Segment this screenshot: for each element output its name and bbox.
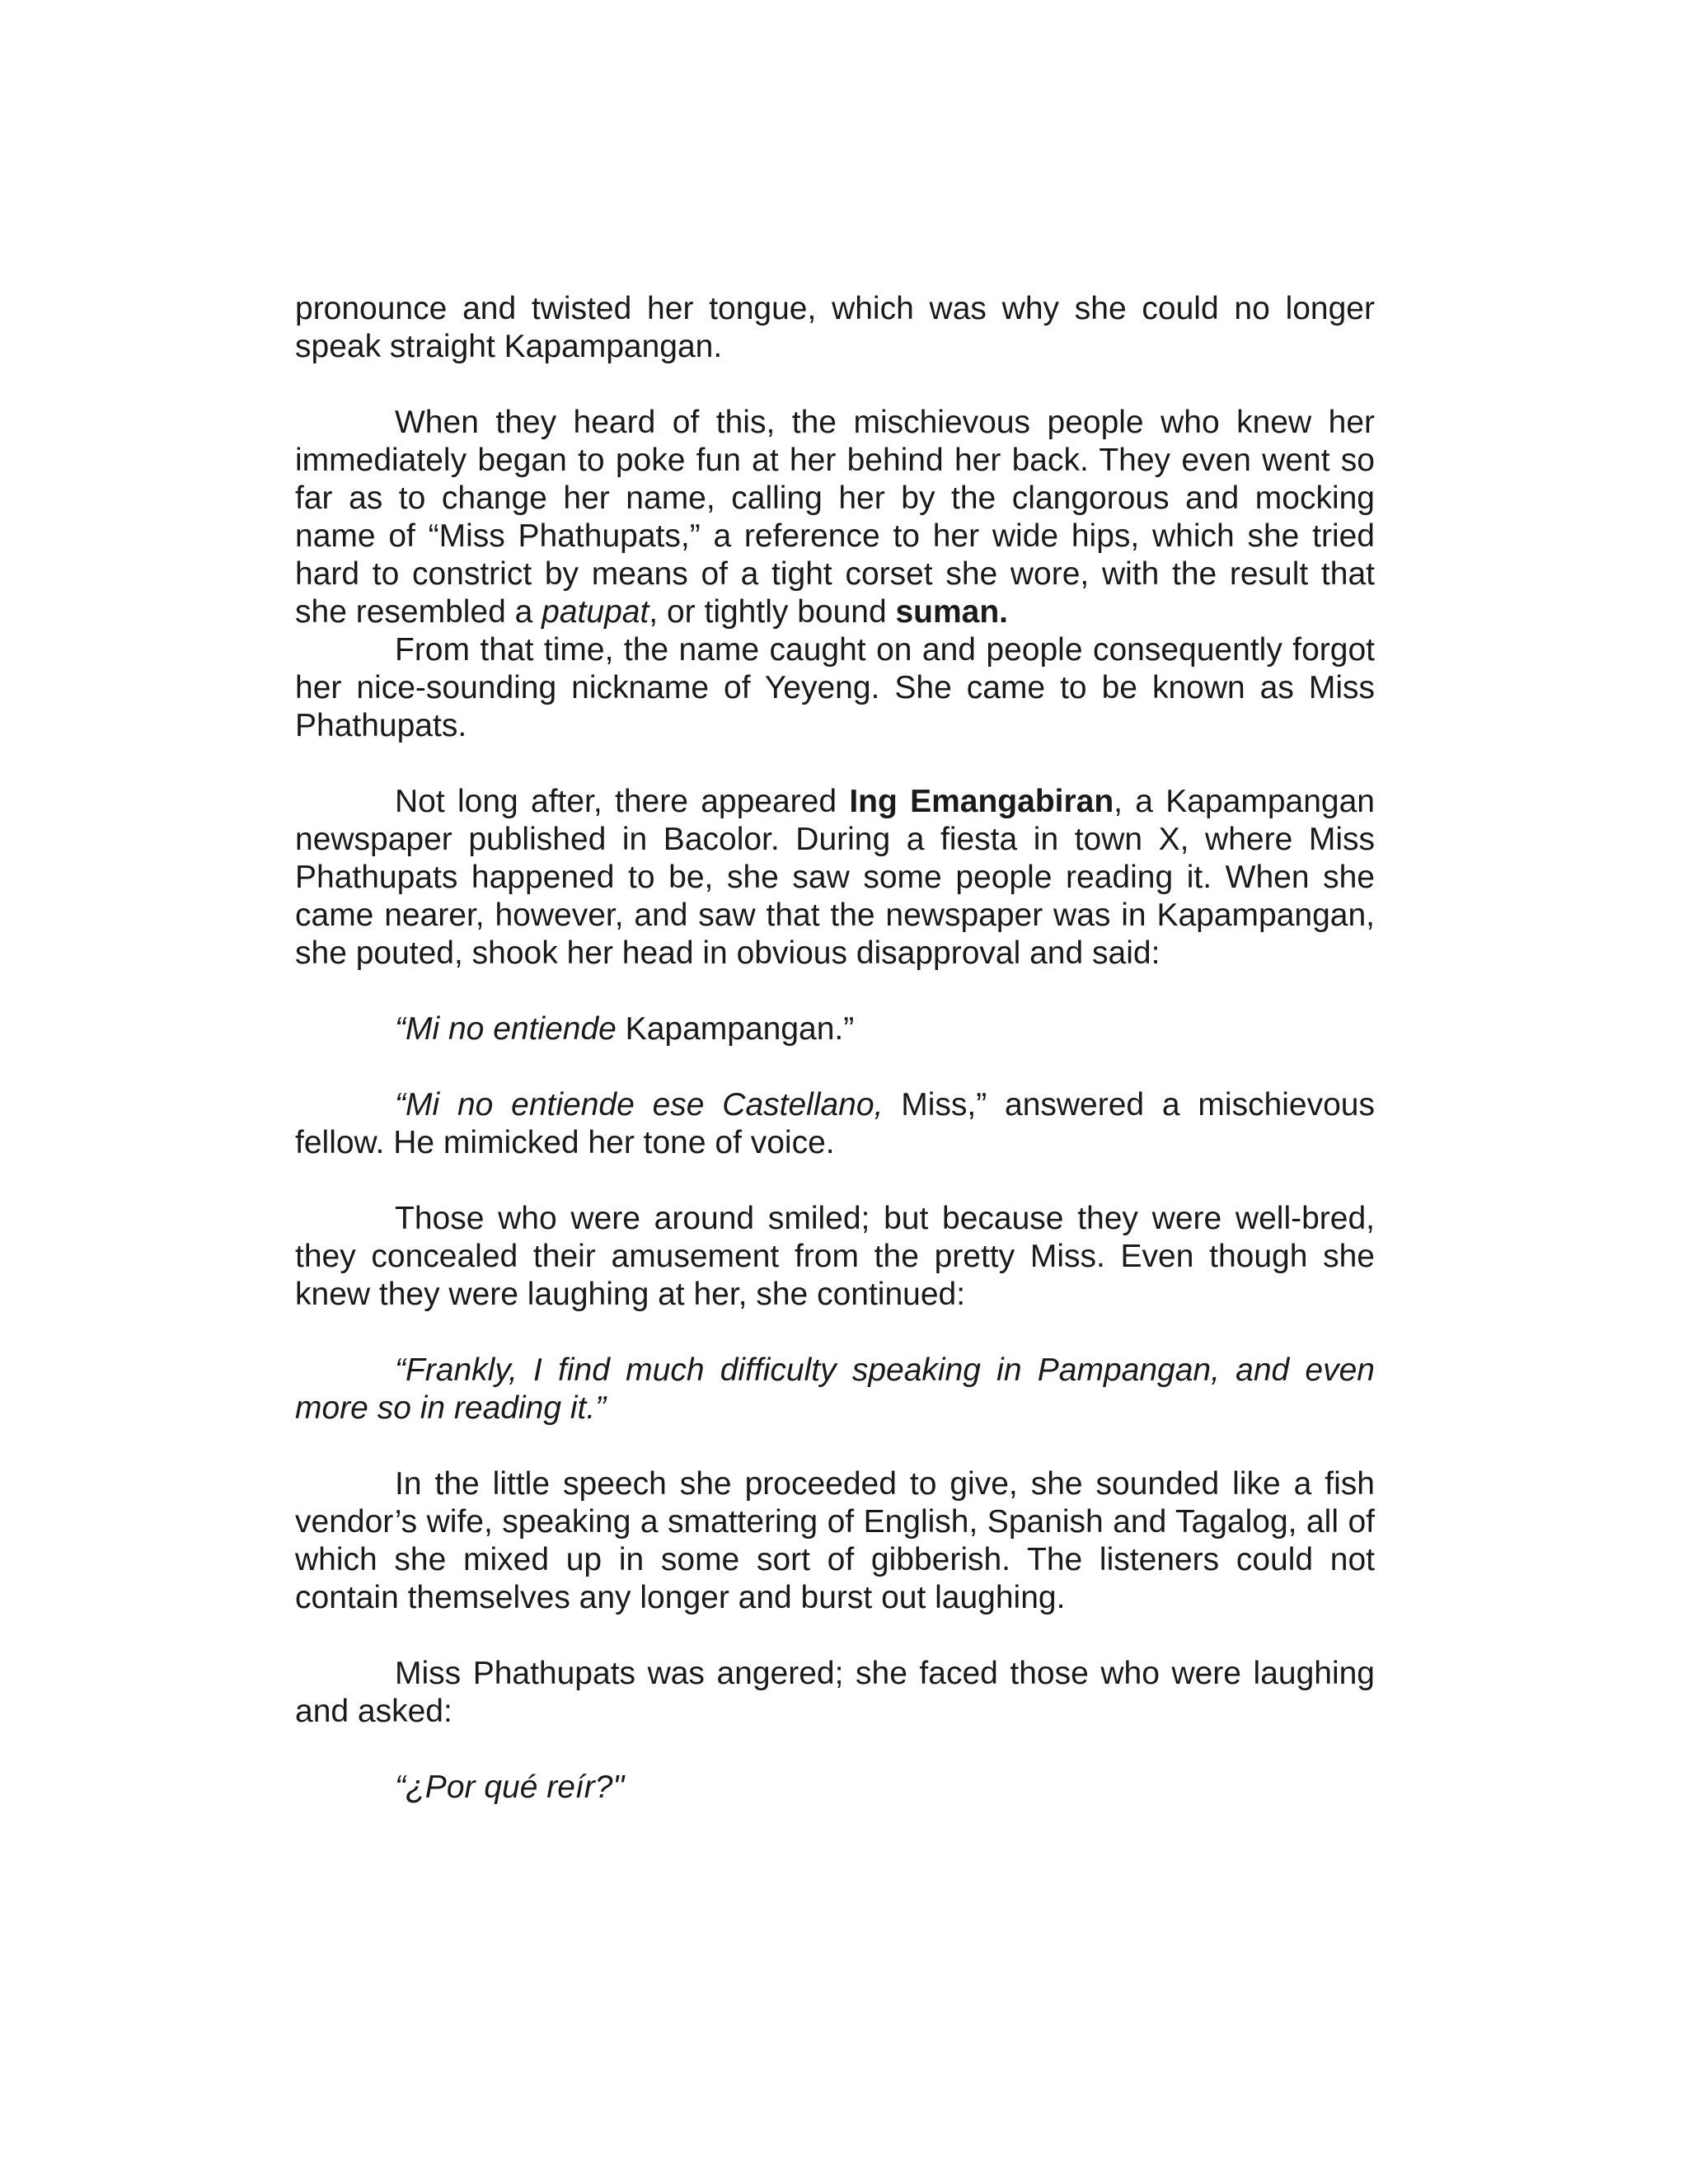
paragraph-5 <box>295 1010 1375 1048</box>
paragraph-3 <box>295 631 1375 745</box>
paragraph-11 <box>295 1769 1375 1807</box>
paragraph-6 <box>295 1086 1375 1162</box>
paragraph-9-text: In the little speech she proceeded to give, she sounded like a fish vendor’s wife, speaking a smattering of English, Spanish and Tagalog, all of which she mixed up in some sort of gibberish. The listeners could not contain themselves any longer and burst out laughing. <box>295 1466 1375 1615</box>
paragraph-1-text: pronounce and twisted her tongue, which was why she could no longer speak straight Kapampangan. <box>295 291 1375 364</box>
paragraph-4-text-a: Not long after, there appeared <box>395 784 850 819</box>
paragraph-7-text: Those who were around smiled; but because they were well-bred, they concealed their amusement from the pretty Miss. Even though she knew they were laughing at her, she continued: <box>295 1201 1375 1312</box>
paragraph-4 <box>295 783 1375 972</box>
paragraph-2-bold-suman: suman. <box>895 594 1009 630</box>
paragraph-5-text: Kapampangan.” <box>616 1011 855 1047</box>
paragraph-4-text-b: , a Kapampangan newspaper published in Bacolor. During a fiesta in town X, where Miss Phathupats happened to be, she saw some people reading it. When she came nearer, however, and saw that the newspaper was in Kapampangan, she pouted, shook her head in obvious disapproval and said: <box>295 784 1375 971</box>
paragraph-6-italic: “Mi no entiende ese Castellano, <box>395 1087 884 1122</box>
paragraph-10 <box>295 1655 1375 1731</box>
paragraph-10-text: Miss Phathupats was angered; she faced those who were laughing and asked: <box>295 1656 1375 1729</box>
paragraph-1 <box>295 290 1375 366</box>
paragraph-4-bold-newspaper: Ing Emangabiran <box>849 784 1114 819</box>
paragraph-9 <box>295 1465 1375 1617</box>
paragraph-11-italic: “¿Por qué reír?" <box>395 1769 625 1805</box>
paragraph-3-text: From that time, the name caught on and people consequently forgot her nice-sounding nickname of Yeyeng. She came to be known as Miss Phathupats. <box>295 632 1375 743</box>
paragraph-2-italic-patupat: patupat <box>542 594 649 630</box>
document-page <box>295 290 1375 1807</box>
paragraph-8-italic: “Frankly, I find much difficulty speaking in Pampangan, and even more so in reading it.” <box>295 1352 1375 1426</box>
paragraph-5-italic: “Mi no entiende <box>395 1011 617 1047</box>
paragraph-8 <box>295 1352 1375 1427</box>
paragraph-6-text: Miss,” answered a mischievous fellow. He mimicked her tone of voice. <box>295 1087 1375 1160</box>
paragraph-2-text-b: , or tightly bound <box>649 594 896 630</box>
paragraph-7 <box>295 1200 1375 1314</box>
paragraph-2-text-a: When they heard of this, the mischievous people who knew her immediately began to poke fun at her behind her back. They even went so far as to change her name, calling her by the clangorous and mocking name of “Miss Phathupats,” a reference to her wide hips, which she tried hard to constrict by means of a tight corset she wore, with the result that she resembled a <box>295 405 1375 630</box>
paragraph-2 <box>295 404 1375 631</box>
